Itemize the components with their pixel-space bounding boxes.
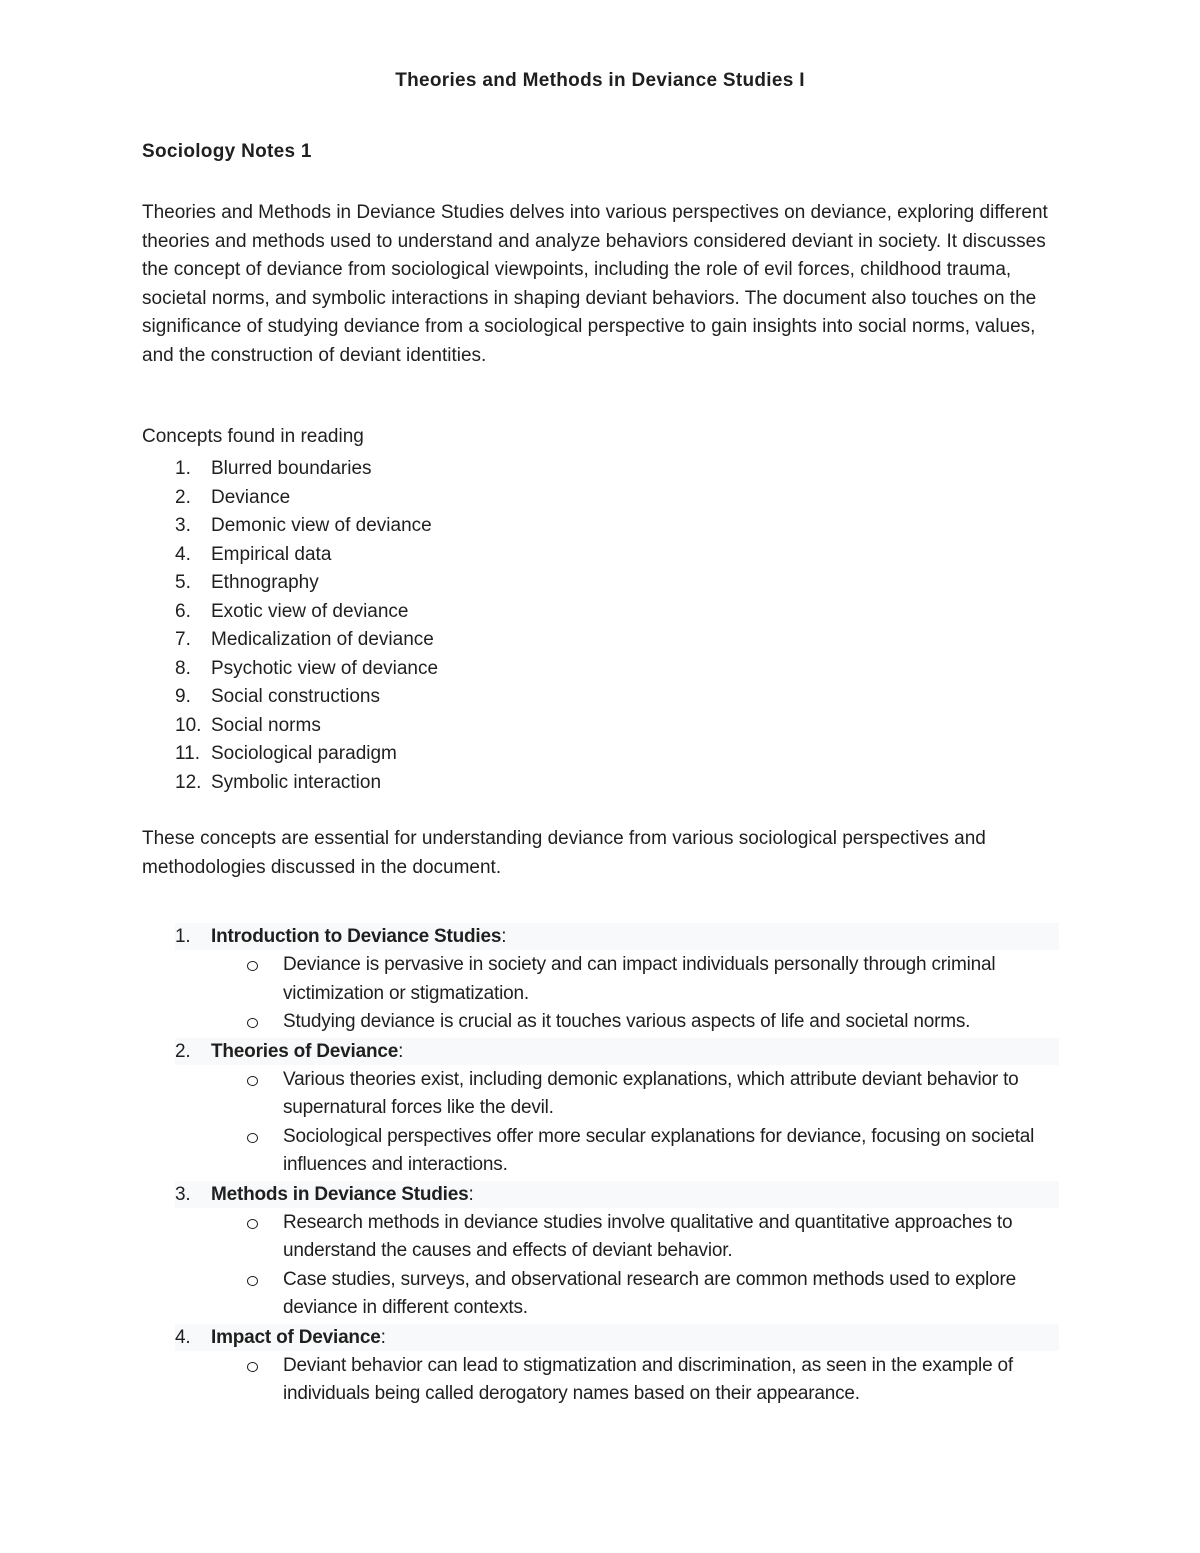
- section-title: [211, 1037, 403, 1066]
- concept-number: 2.: [175, 486, 191, 508]
- concept-text: Psychotic view of deviance: [211, 657, 439, 679]
- concept-text: Sociological paradigm: [211, 743, 397, 764]
- concept-number: 11.: [175, 743, 201, 764]
- concept-text: Symbolic interaction: [211, 771, 382, 793]
- section-bullet: [0, 1123, 1063, 1180]
- hollow-bullet-icon: [247, 1219, 258, 1229]
- section-number: 2.: [175, 1040, 191, 1062]
- concept-text: Medicalization of deviance: [211, 629, 434, 650]
- section-title-colon: :: [468, 1183, 474, 1205]
- bullet-text: Various theories exist, including demonic explanations, which attribute deviant behavior to supernatural forces like the devil.: [283, 1068, 1019, 1118]
- bullet-text: Case studies, surveys, and observational research are common methods used to explore deviance in different contexts.: [283, 1268, 1017, 1318]
- concept-text: Blurred boundaries: [211, 458, 372, 479]
- section-title: [211, 1180, 474, 1209]
- concept-number: 1.: [175, 458, 191, 479]
- concept-text: Social constructions: [211, 686, 380, 707]
- concept-text: Deviance: [211, 486, 291, 508]
- concept-number: 9.: [175, 686, 191, 707]
- hollow-bullet-icon: [247, 1362, 258, 1372]
- hollow-bullet-icon: [247, 1133, 258, 1143]
- hollow-bullet-icon: [247, 1018, 258, 1028]
- bullet-text: Research methods in deviance studies involve qualitative and quantitative approaches to understand the causes and effects of deviant behavior.: [283, 1211, 1013, 1261]
- concept-number: 7.: [175, 629, 191, 650]
- section-number: 4.: [175, 1326, 191, 1348]
- document-subtitle: Sociology Notes 1: [142, 141, 312, 162]
- concepts-label: Concepts found in reading: [142, 426, 364, 447]
- concept-text: Social norms: [211, 714, 321, 736]
- concept-number: 4.: [175, 543, 191, 565]
- concept-number: 5.: [175, 572, 191, 593]
- section-title: [211, 1323, 386, 1352]
- hollow-bullet-icon: [247, 961, 258, 971]
- section-number: 1.: [175, 926, 191, 947]
- section-title-text: Impact of Deviance: [211, 1326, 381, 1348]
- concept-number: 8.: [175, 657, 191, 679]
- concept-number: 6.: [175, 600, 191, 622]
- section-heading: [0, 1180, 1200, 1209]
- section-heading: [0, 1323, 1200, 1352]
- bullet-text: Studying deviance is crucial as it touches various aspects of life and societal norms.: [283, 1011, 971, 1032]
- concept-text: Exotic view of deviance: [211, 600, 409, 622]
- section-bullet: [0, 1352, 1063, 1409]
- section-bullet: [0, 1266, 1063, 1323]
- document-title: Theories and Methods in Deviance Studies I: [395, 70, 805, 91]
- bullet-text: Deviant behavior can lead to stigmatization and discrimination, as seen in the example of individuals being called derogatory names based on their appearance.: [283, 1354, 1013, 1404]
- section-heading: [0, 1037, 1200, 1066]
- section-bullet: [0, 1066, 1063, 1123]
- section-number: 3.: [175, 1183, 191, 1205]
- concept-number: 10.: [175, 714, 202, 736]
- concept-number: 12.: [175, 771, 202, 793]
- concept-text: Demonic view of deviance: [211, 515, 432, 536]
- section-title: [211, 922, 506, 951]
- hollow-bullet-icon: [247, 1276, 258, 1286]
- section-title-colon: :: [380, 1326, 386, 1348]
- hollow-bullet-icon: [247, 1076, 258, 1086]
- section-title-colon: :: [501, 926, 507, 947]
- bullet-text: Deviance is pervasive in society and can impact individuals personally through criminal victimization or stigmatization.: [283, 954, 996, 1004]
- section-bullet: [0, 951, 1063, 1008]
- bullet-text: Sociological perspectives offer more secular explanations for deviance, focusing on societal influences and interactions.: [283, 1125, 1035, 1175]
- closing-paragraph: These concepts are essential for understanding deviance from various sociological perspectives and methodologies discussed in the document.: [142, 828, 986, 878]
- outline: [0, 922, 1200, 1409]
- section-title-colon: :: [398, 1040, 404, 1062]
- section-title-text: Methods in Deviance Studies: [211, 1183, 469, 1205]
- section-bullet: [0, 1209, 1063, 1266]
- section-heading: [0, 922, 1200, 951]
- section-title-text: Introduction to Deviance Studies: [211, 926, 502, 947]
- concept-number: 3.: [175, 515, 191, 536]
- summary-paragraph: Theories and Methods in Deviance Studies delves into various perspectives on deviance, exploring different theories and methods used to understand and analyze behaviors considered deviant in society. It discusses the concept of deviance from sociological viewpoints, including the role of evil forces, childhood trauma, societal norms, and symbolic interactions in shaping deviant behaviors. The document also touches on the significance of studying deviance from a sociological perspective to gain insights into social norms, values, and the construction of deviant identities.: [142, 202, 1048, 366]
- section-title-text: Theories of Deviance: [211, 1040, 399, 1062]
- concept-text: Empirical data: [211, 543, 332, 565]
- section-bullet: [0, 1008, 1063, 1037]
- concept-text: Ethnography: [211, 572, 319, 593]
